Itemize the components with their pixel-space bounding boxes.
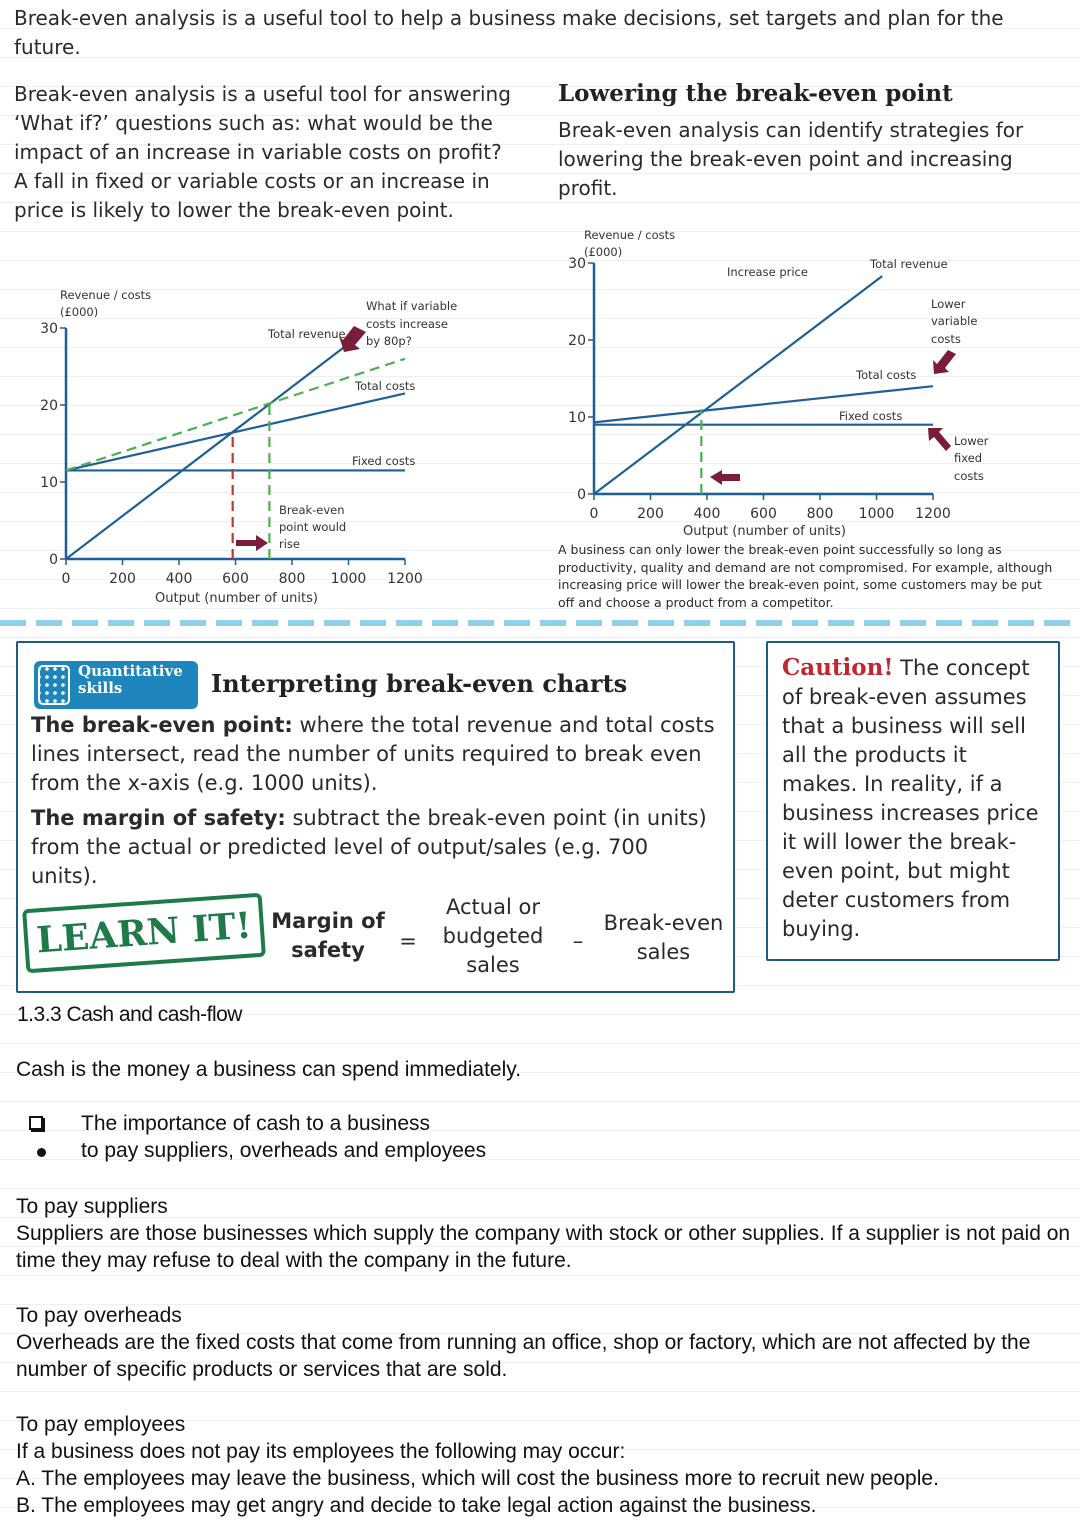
badge-line-2: skills — [78, 679, 123, 697]
mos-text: subtract the break-even point (in units) from the actual or predicted level of output/sales (e.g. 700 units). — [31, 806, 707, 888]
chart2-lower-fixed-3: costs — [954, 469, 984, 483]
chart2-lower-var-1: Lower — [931, 297, 966, 311]
chart1-what-if-3: by 80p? — [366, 334, 412, 348]
learn-it-stamp: LEARN IT! — [22, 893, 266, 974]
formula-lhs — [263, 907, 393, 965]
block-suppliers — [16, 1193, 1076, 1274]
bullet-icon — [37, 1148, 46, 1157]
chart1-y-tick-label: 30 — [40, 321, 58, 337]
chart1-x-tick-label: 1200 — [387, 571, 423, 587]
chart2-y-tick-label: 10 — [568, 410, 586, 426]
chart1-label-total-costs: Total costs — [355, 379, 416, 393]
badge-line-1: Quantitative — [78, 662, 183, 680]
arrow-right-icon — [236, 535, 268, 551]
chart2-lower-var-3: costs — [931, 332, 961, 346]
chart2-y-tick-label: 20 — [568, 333, 586, 349]
arrow-up-left-icon — [928, 428, 951, 451]
chart2-x-tick-label: 800 — [806, 506, 834, 522]
checkbox-icon — [29, 1116, 43, 1130]
block-overheads — [16, 1302, 1076, 1383]
chart2-x-tick-label: 1200 — [915, 506, 951, 522]
chart1-rise-3: rise — [279, 537, 300, 551]
caution-text — [782, 653, 1047, 944]
block-title: To pay overheads — [16, 1304, 182, 1327]
bep-text: where the total revenue and total costs lines intersect, read the number of units required to break even from the x-axis (e.g. 1000 units). — [31, 713, 715, 795]
formula-mid-1: Actual or — [446, 895, 540, 919]
quantitative-skills-box — [16, 641, 735, 993]
chart1-what-if-1: What if variable — [366, 299, 458, 313]
chart2-lower-fixed-2: fixed — [954, 451, 983, 465]
formula-lhs-1: Margin of — [271, 909, 385, 933]
chart2-x-tick-label: 200 — [637, 506, 664, 522]
formula-rhs-1: Break-even — [603, 911, 724, 935]
chart1-x-tick-label: 200 — [109, 571, 136, 587]
chart2-x-tick-label: 400 — [693, 506, 721, 522]
checklist-item: The importance of cash to a business — [81, 1112, 431, 1135]
calculator-icon — [38, 665, 70, 705]
chart2-label-fixed-costs: Fixed costs — [839, 409, 903, 423]
formula-mid-3: sales — [466, 953, 520, 977]
chart1-y-tick-label: 0 — [49, 552, 58, 568]
chart2-ylabel-unit: (£000) — [584, 245, 623, 259]
chart1-x-tick-label: 400 — [165, 571, 193, 587]
skills-title: Interpreting break-even charts — [211, 669, 628, 698]
block-title: To pay suppliers — [16, 1195, 168, 1218]
chart1-rise-2: point would — [279, 520, 347, 534]
chart2-y-tick-label: 0 — [577, 487, 586, 503]
margin-of-safety-definition — [31, 804, 721, 891]
formula-minus: – — [572, 929, 584, 953]
employee-point: A. The employees may leave the business, which will cost the business more to recruit new people. — [16, 1467, 939, 1490]
chart1-label-total-revenue: Total revenue — [268, 327, 346, 341]
chart1-what-if-2: costs increase — [366, 317, 448, 331]
caution-label: Caution! — [782, 654, 894, 681]
intro-text: Break-even analysis is a useful tool to help a business make decisions, set targets and plan for the future. — [14, 6, 1004, 59]
chart2-lower-fixed-1: Lower — [954, 434, 989, 448]
break-even-definition — [31, 711, 721, 798]
block-text: Suppliers are those businesses which supply the company with stock or other supplies. If a supplier is not paid on time they may refuse to deal with the company in the future. — [16, 1222, 1071, 1272]
chart1-xlabel: Output (number of units) — [155, 591, 318, 606]
employee-point: B. The employees may get angry and decide to take legal action against the business. — [16, 1494, 817, 1517]
right-caption: A business can only lower the break-even point successfully so long as productivity, quality and demand are not compromised. For example, although increasing price will lower the break-even point, some customers may be put off and choose a product from a competitor. — [558, 542, 1053, 610]
left-paragraph: Break-even analysis is a useful tool for answering ‘What if?’ questions such as: what would be the impact of an increase in variable costs on profit? A fall in fixed or variable costs or an increase in price is likely to lower the break-even point. — [14, 82, 511, 222]
section-heading: 1.3.3 Cash and cash-flow — [17, 1003, 242, 1026]
block-title: To pay employees — [16, 1413, 186, 1436]
chart1-rise-1: Break-even — [279, 503, 345, 517]
arrow-left-icon — [710, 470, 740, 485]
block-employees — [16, 1411, 1076, 1519]
block-text: Overheads are the fixed costs that come from running an office, shop or factory, which are not affected by the number of specific products or services that are sold. — [16, 1331, 1031, 1381]
formula-rhs — [596, 909, 731, 967]
chart2-x-tick-label: 600 — [750, 506, 777, 522]
chart2-series-total-revenue — [594, 276, 882, 494]
chart1-x-tick-label: 600 — [222, 571, 249, 587]
block-text: If a business does not pay its employees the following may occur: — [16, 1440, 626, 1463]
dashed-divider — [0, 620, 1080, 626]
chart1-ylabel: Revenue / costs — [60, 288, 152, 302]
chart2-label-increase-price: Increase price — [727, 265, 808, 279]
chart2-ylabel: Revenue / costs — [584, 228, 676, 242]
chart1-x-tick-label: 800 — [278, 571, 306, 587]
formula-lhs-2: safety — [291, 938, 365, 962]
section-intro: Cash is the money a business can spend immediately. — [16, 1058, 522, 1081]
chart1-y-tick-label: 10 — [40, 475, 58, 491]
chart1-label-fixed-costs: Fixed costs — [352, 454, 416, 468]
chart1-x-tick-label: 1000 — [330, 571, 367, 587]
caution-body: The concept of break-even assumes that a business will sell all the products it makes. In reality, if a business increases price it will lower the break-even point, but might deter customers from buying. — [782, 656, 1039, 941]
formula-mid-2: budgeted — [442, 924, 544, 948]
bullet-item: to pay suppliers, overheads and employees — [81, 1139, 487, 1162]
chart1-y-tick-label: 20 — [40, 398, 58, 414]
arrow-down-left-icon — [933, 350, 956, 374]
chart2-y-tick-label: 30 — [568, 256, 586, 272]
caution-box — [766, 641, 1060, 961]
formula-mid — [428, 893, 558, 980]
right-heading: Lowering the break-even point — [558, 80, 953, 107]
formula-equals: = — [399, 929, 417, 953]
bep-label: The break-even point: — [31, 713, 293, 737]
mos-label: The margin of safety: — [31, 806, 286, 830]
chart2-xlabel: Output (number of units) — [683, 524, 846, 539]
chart2-x-tick-label: 0 — [589, 506, 599, 522]
quantitative-skills-badge — [34, 661, 198, 709]
right-paragraph: Break-even analysis can identify strategies for lowering the break-even point and increasing profit. — [558, 118, 1024, 200]
chart2-label-total-revenue: Total revenue — [870, 257, 948, 271]
chart1-ylabel-unit: (£000) — [60, 305, 99, 319]
chart2-x-tick-label: 1000 — [858, 506, 895, 522]
formula-rhs-2: sales — [636, 940, 691, 964]
chart1-x-tick-label: 0 — [61, 571, 71, 587]
chart2-label-total-costs: Total costs — [856, 368, 917, 382]
chart2-lower-var-2: variable — [931, 314, 978, 328]
